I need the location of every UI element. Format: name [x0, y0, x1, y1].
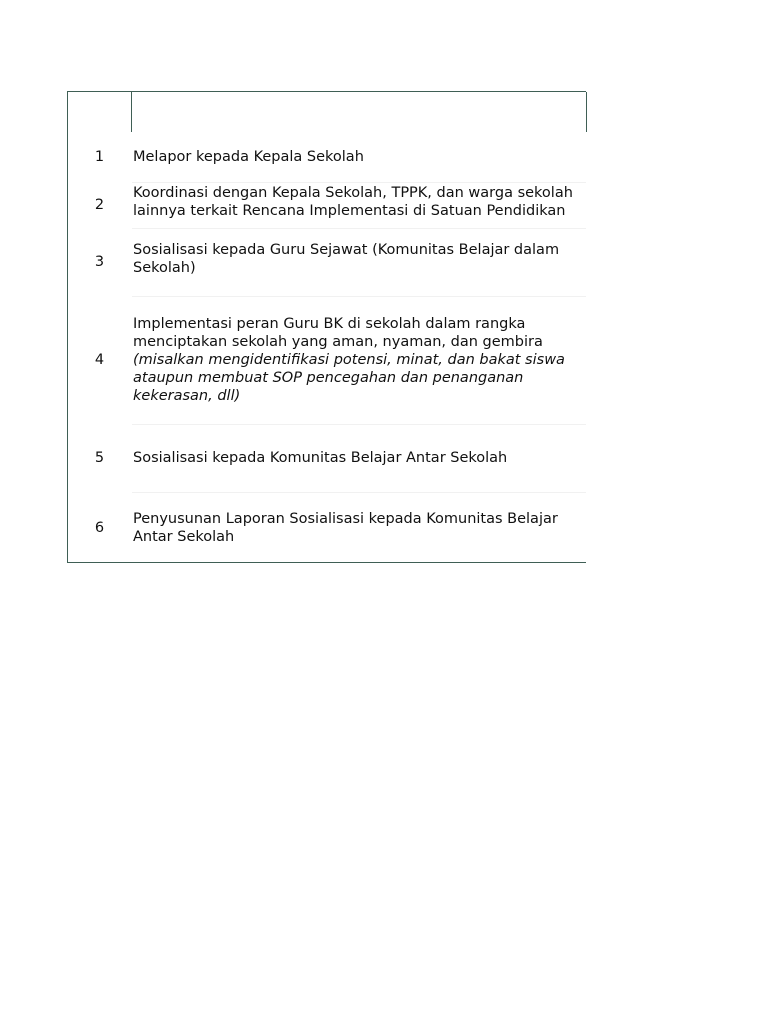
row-text: [133, 296, 592, 424]
row-text: [133, 424, 592, 492]
row-text: [133, 492, 592, 563]
row-number: 3: [94, 254, 105, 270]
row-activity: Sosialisasi kepada Guru Sejawat (Komunitas Belajar dalam Sekolah): [133, 242, 560, 276]
row-text: [133, 132, 592, 182]
table-row: [68, 228, 586, 296]
row-activity: Penyusunan Laporan Sosialisasi kepada Komunitas Belajar Antar Sekolah: [133, 510, 558, 545]
row-number: 2: [94, 197, 105, 213]
row-text: [133, 176, 592, 228]
table-row: [68, 296, 586, 424]
row-number: 6: [94, 519, 105, 536]
row-activity: Melapor kepada Kepala Sekolah: [133, 149, 364, 165]
header-divider: [131, 92, 132, 132]
table-row: [68, 424, 586, 492]
header-right-border: [586, 92, 587, 132]
table-header: [68, 92, 586, 132]
row-number: 1: [94, 149, 105, 165]
table-row: [68, 492, 586, 563]
activity-table: [67, 91, 586, 563]
row-activity: Implementasi peran Guru BK di sekolah dalam rangka menciptakan sekolah yang aman, nyaman, dan gembira: [133, 316, 543, 350]
table-row: [68, 132, 586, 182]
row-number: 5: [94, 450, 105, 466]
row-number: 4: [94, 352, 105, 368]
row-activity: Koordinasi dengan Kepala Sekolah, TPPK, dan warga sekolah lainnya terkait Rencana Implementasi di Satuan Pendidikan: [133, 185, 573, 219]
table-row: [68, 182, 586, 228]
row-activity: Sosialisasi kepada Komunitas Belajar Antar Sekolah: [133, 450, 508, 466]
row-note: (misalkan mengidentifikasi potensi, minat, dan bakat siswa ataupun membuat SOP pencegahan dan penanganan kekerasan, dll): [133, 352, 565, 404]
row-text: [133, 228, 592, 290]
